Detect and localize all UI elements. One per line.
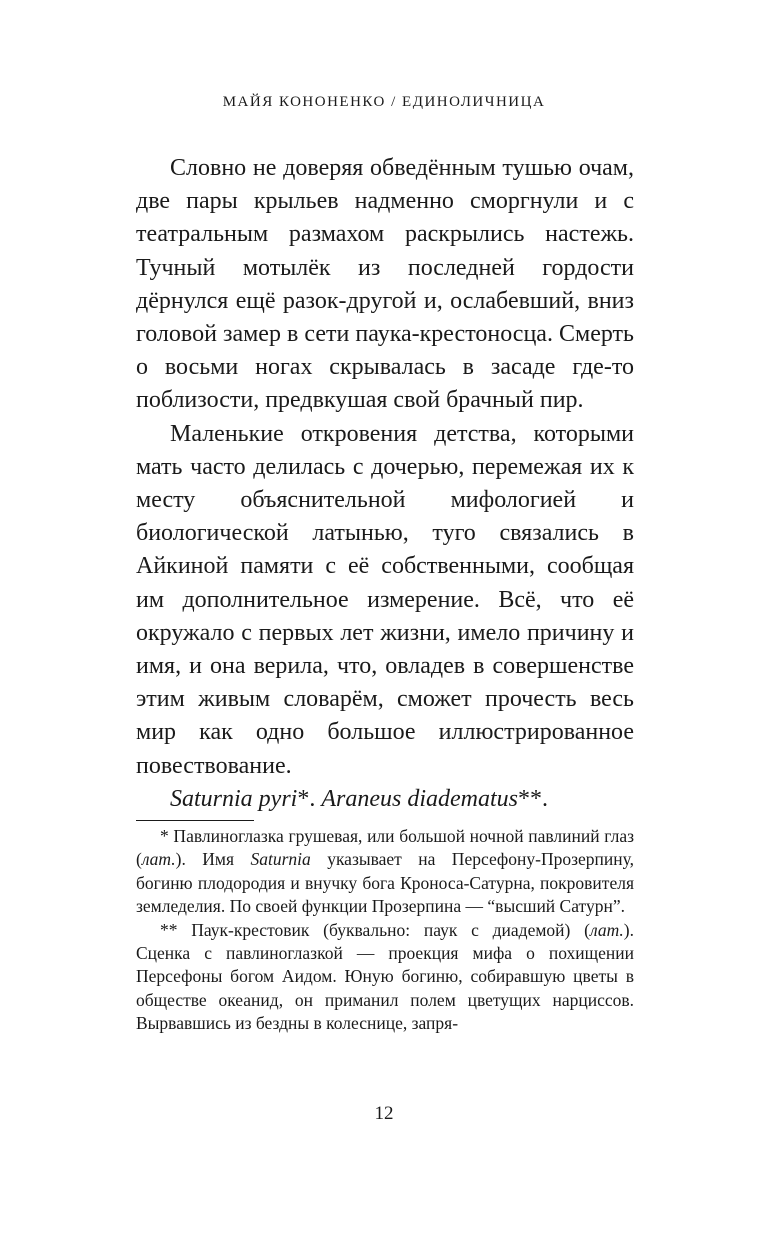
latin-term-saturnia: Saturnia pyri xyxy=(170,785,298,812)
footnote-mark-2: **. xyxy=(518,785,548,812)
footnotes xyxy=(136,825,634,1036)
latin-term: Saturnia xyxy=(250,849,311,870)
latin-term-araneus: Araneus diadematus xyxy=(321,785,518,812)
latin-names-line xyxy=(136,783,634,816)
main-text xyxy=(136,152,634,816)
lat-abbrev: лат. xyxy=(589,919,624,940)
page-number: 12 xyxy=(374,1103,394,1124)
footnote-mark-1: *. xyxy=(297,785,322,812)
footnote-2: ** Паук-крестовик (буквально: паук с диадемой) (лат.). Сценка с павлиноглазкой — проекция мифа о похищении Персефоны богом Аидом. Юную богиню, собиравшую цветы в обществе океанид, он приманил полем цветущих нарциссов. Вырвавшись из бездны в колеснице, запря- xyxy=(136,919,634,1034)
footnote-1: * Павлиноглазка грушевая, или большой ночной павлиний глаз (лат.). Имя Saturnia указывает на Персефону-Прозерпину, богиню плодородия и внучку бога Кроноса-Сатурна, покровителя земледелия. По своей функции Прозерпина — “высший Сатурн”. xyxy=(136,826,634,917)
lat-abbrev: лат. xyxy=(141,849,176,870)
paragraph-1: Словно не доверяя обведённым тушью очам, две пары крыльев надменно сморгнули и с театральным размахом раскрылись настежь. Тучный мотылёк из последней гордости дёрнулся ещё разок-другой и, ослабевший, вниз головой замер в сети паука-крестоносца. Смерть о восьми ногах скрывалась в засаде где-то поблизости, предвкушая свой брачный пир. xyxy=(136,155,634,414)
paragraph-2: Маленькие откровения детства, которыми мать часто делилась с дочерью, перемежая их к месту объяснительной мифологией и биологической латынью, туго связались в Айкиной памяти с её собственными, сообщая им дополнительное измерение. Всё, что её окружало с первых лет жизни, имело причину и имя, и она верила, что, овладев в совершенстве этим живым словарём, сможет прочесть весь мир как одно большое иллюстрированное повествование. xyxy=(136,420,634,779)
footnote-divider xyxy=(136,820,254,821)
running-header: МАЙЯ КОНОНЕНКО / ЕДИНОЛИЧНИЦА xyxy=(222,94,546,110)
